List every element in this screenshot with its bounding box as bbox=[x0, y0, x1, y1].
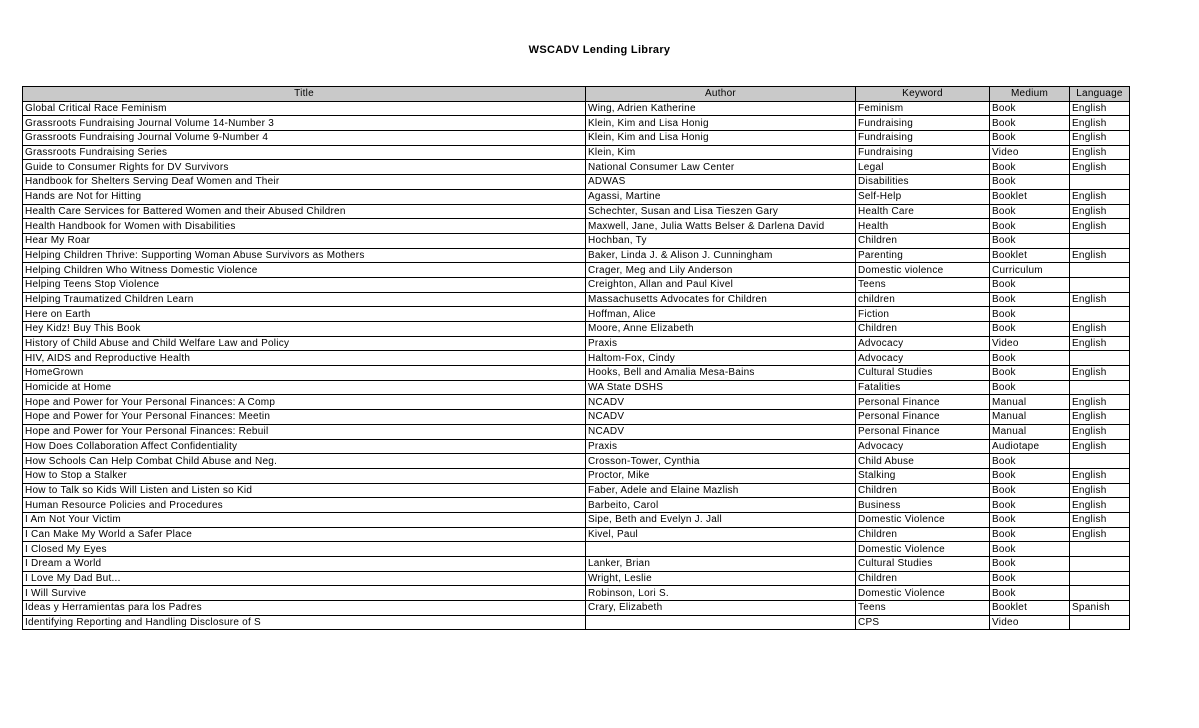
title-cell: Grassroots Fundraising Journal Volume 14-Number 3 bbox=[23, 116, 586, 131]
column-header-language: Language bbox=[1070, 87, 1130, 102]
medium-cell: Booklet bbox=[990, 248, 1070, 263]
language-cell: English bbox=[1070, 483, 1130, 498]
author-cell: WA State DSHS bbox=[586, 380, 856, 395]
table-row bbox=[23, 248, 1130, 263]
author-cell: Baker, Linda J. & Alison J. Cunningham bbox=[586, 248, 856, 263]
keyword-cell: Domestic Violence bbox=[856, 586, 990, 601]
language-cell bbox=[1070, 586, 1130, 601]
author-cell: National Consumer Law Center bbox=[586, 160, 856, 175]
medium-cell: Book bbox=[990, 483, 1070, 498]
title-cell: How to Stop a Stalker bbox=[23, 468, 586, 483]
table-row bbox=[23, 601, 1130, 616]
language-cell: English bbox=[1070, 512, 1130, 527]
author-cell: Praxis bbox=[586, 439, 856, 454]
title-cell: How Schools Can Help Combat Child Abuse and Neg. bbox=[23, 454, 586, 469]
keyword-cell: Children bbox=[856, 571, 990, 586]
language-cell bbox=[1070, 454, 1130, 469]
author-cell: Crager, Meg and Lily Anderson bbox=[586, 263, 856, 278]
language-cell: English bbox=[1070, 145, 1130, 160]
table-row bbox=[23, 160, 1130, 175]
table-row bbox=[23, 366, 1130, 381]
medium-cell: Book bbox=[990, 571, 1070, 586]
medium-cell: Book bbox=[990, 586, 1070, 601]
language-cell: English bbox=[1070, 292, 1130, 307]
title-cell: Identifying Reporting and Handling Disclosure of S bbox=[23, 615, 586, 630]
language-cell bbox=[1070, 263, 1130, 278]
table-row bbox=[23, 263, 1130, 278]
title-cell: I Can Make My World a Safer Place bbox=[23, 527, 586, 542]
author-cell: Faber, Adele and Elaine Mazlish bbox=[586, 483, 856, 498]
table-header-row bbox=[23, 87, 1130, 102]
column-header-medium: Medium bbox=[990, 87, 1070, 102]
title-cell: I Am Not Your Victim bbox=[23, 512, 586, 527]
medium-cell: Manual bbox=[990, 410, 1070, 425]
author-cell: Crary, Elizabeth bbox=[586, 601, 856, 616]
author-cell: Proctor, Mike bbox=[586, 468, 856, 483]
medium-cell: Manual bbox=[990, 395, 1070, 410]
keyword-cell: Cultural Studies bbox=[856, 366, 990, 381]
medium-cell: Booklet bbox=[990, 189, 1070, 204]
language-cell: English bbox=[1070, 424, 1130, 439]
table-row bbox=[23, 292, 1130, 307]
table-row bbox=[23, 586, 1130, 601]
keyword-cell: Health bbox=[856, 219, 990, 234]
author-cell: Lanker, Brian bbox=[586, 557, 856, 572]
keyword-cell: Children bbox=[856, 527, 990, 542]
table-row bbox=[23, 322, 1130, 337]
medium-cell: Book bbox=[990, 233, 1070, 248]
column-header-author: Author bbox=[586, 87, 856, 102]
author-cell: Schechter, Susan and Lisa Tieszen Gary bbox=[586, 204, 856, 219]
title-cell: Ideas y Herramientas para los Padres bbox=[23, 601, 586, 616]
author-cell: Crosson-Tower, Cynthia bbox=[586, 454, 856, 469]
table-row bbox=[23, 512, 1130, 527]
author-cell: Barbeito, Carol bbox=[586, 498, 856, 513]
table-row bbox=[23, 277, 1130, 292]
medium-cell: Book bbox=[990, 116, 1070, 131]
table-row bbox=[23, 219, 1130, 234]
table-row bbox=[23, 233, 1130, 248]
author-cell bbox=[586, 542, 856, 557]
table-row bbox=[23, 380, 1130, 395]
lending-library-table bbox=[22, 86, 1130, 630]
keyword-cell: Teens bbox=[856, 277, 990, 292]
table-row bbox=[23, 395, 1130, 410]
title-cell: Handbook for Shelters Serving Deaf Women and Their bbox=[23, 175, 586, 190]
title-cell: Hey Kidz! Buy This Book bbox=[23, 322, 586, 337]
title-cell: How to Talk so Kids Will Listen and Listen so Kid bbox=[23, 483, 586, 498]
medium-cell: Book bbox=[990, 512, 1070, 527]
title-cell: Human Resource Policies and Procedures bbox=[23, 498, 586, 513]
language-cell bbox=[1070, 380, 1130, 395]
keyword-cell: Disabilities bbox=[856, 175, 990, 190]
author-cell: Agassi, Martine bbox=[586, 189, 856, 204]
keyword-cell: Health Care bbox=[856, 204, 990, 219]
keyword-cell: Children bbox=[856, 233, 990, 248]
title-cell: Helping Children Who Witness Domestic Violence bbox=[23, 263, 586, 278]
medium-cell: Video bbox=[990, 145, 1070, 160]
title-cell: Helping Teens Stop Violence bbox=[23, 277, 586, 292]
table-body bbox=[23, 101, 1130, 630]
language-cell: English bbox=[1070, 439, 1130, 454]
title-cell: Health Handbook for Women with Disabilities bbox=[23, 219, 586, 234]
language-cell: English bbox=[1070, 204, 1130, 219]
table-row bbox=[23, 336, 1130, 351]
medium-cell: Book bbox=[990, 351, 1070, 366]
language-cell: English bbox=[1070, 498, 1130, 513]
page-title: WSCADV Lending Library bbox=[528, 44, 671, 56]
medium-cell: Video bbox=[990, 615, 1070, 630]
author-cell: Robinson, Lori S. bbox=[586, 586, 856, 601]
title-cell: I Closed My Eyes bbox=[23, 542, 586, 557]
medium-cell: Book bbox=[990, 131, 1070, 146]
language-cell: English bbox=[1070, 248, 1130, 263]
keyword-cell: Child Abuse bbox=[856, 454, 990, 469]
language-cell bbox=[1070, 307, 1130, 322]
medium-cell: Book bbox=[990, 498, 1070, 513]
medium-cell: Book bbox=[990, 307, 1070, 322]
table-row bbox=[23, 454, 1130, 469]
title-cell: Hope and Power for Your Personal Finances: Rebuil bbox=[23, 424, 586, 439]
author-cell: NCADV bbox=[586, 424, 856, 439]
title-cell: Hear My Roar bbox=[23, 233, 586, 248]
table-row bbox=[23, 410, 1130, 425]
author-cell bbox=[586, 615, 856, 630]
keyword-cell: Feminism bbox=[856, 101, 990, 116]
title-cell: Hope and Power for Your Personal Finances: Meetin bbox=[23, 410, 586, 425]
keyword-cell: Personal Finance bbox=[856, 395, 990, 410]
language-cell bbox=[1070, 277, 1130, 292]
language-cell bbox=[1070, 615, 1130, 630]
keyword-cell: Fundraising bbox=[856, 116, 990, 131]
keyword-cell: Personal Finance bbox=[856, 410, 990, 425]
language-cell bbox=[1070, 233, 1130, 248]
language-cell: English bbox=[1070, 189, 1130, 204]
author-cell: Creighton, Allan and Paul Kivel bbox=[586, 277, 856, 292]
language-cell: English bbox=[1070, 160, 1130, 175]
title-cell: Grassroots Fundraising Journal Volume 9-Number 4 bbox=[23, 131, 586, 146]
language-cell: English bbox=[1070, 116, 1130, 131]
keyword-cell: Fatalities bbox=[856, 380, 990, 395]
medium-cell: Book bbox=[990, 204, 1070, 219]
title-cell: Helping Traumatized Children Learn bbox=[23, 292, 586, 307]
author-cell: Hochban, Ty bbox=[586, 233, 856, 248]
title-cell: Hands are Not for Hitting bbox=[23, 189, 586, 204]
table-row bbox=[23, 468, 1130, 483]
author-cell: Sipe, Beth and Evelyn J. Jall bbox=[586, 512, 856, 527]
language-cell: English bbox=[1070, 219, 1130, 234]
medium-cell: Book bbox=[990, 380, 1070, 395]
language-cell: English bbox=[1070, 410, 1130, 425]
medium-cell: Book bbox=[990, 366, 1070, 381]
title-cell: Health Care Services for Battered Women and their Abused Children bbox=[23, 204, 586, 219]
keyword-cell: Domestic violence bbox=[856, 263, 990, 278]
medium-cell: Book bbox=[990, 292, 1070, 307]
keyword-cell: Domestic Violence bbox=[856, 512, 990, 527]
medium-cell: Booklet bbox=[990, 601, 1070, 616]
medium-cell: Book bbox=[990, 219, 1070, 234]
title-cell: Helping Children Thrive: Supporting Woman Abuse Survivors as Mothers bbox=[23, 248, 586, 263]
language-cell: English bbox=[1070, 468, 1130, 483]
table-row bbox=[23, 542, 1130, 557]
author-cell: Hoffman, Alice bbox=[586, 307, 856, 322]
keyword-cell: Advocacy bbox=[856, 336, 990, 351]
medium-cell: Video bbox=[990, 336, 1070, 351]
language-cell: English bbox=[1070, 322, 1130, 337]
language-cell: English bbox=[1070, 101, 1130, 116]
language-cell bbox=[1070, 557, 1130, 572]
table-row bbox=[23, 131, 1130, 146]
title-cell: Here on Earth bbox=[23, 307, 586, 322]
author-cell: Massachusetts Advocates for Children bbox=[586, 292, 856, 307]
language-cell: English bbox=[1070, 131, 1130, 146]
medium-cell: Book bbox=[990, 322, 1070, 337]
keyword-cell: Business bbox=[856, 498, 990, 513]
author-cell: NCADV bbox=[586, 410, 856, 425]
author-cell: Kivel, Paul bbox=[586, 527, 856, 542]
table-row bbox=[23, 175, 1130, 190]
medium-cell: Book bbox=[990, 527, 1070, 542]
title-cell: I Dream a World bbox=[23, 557, 586, 572]
keyword-cell: Legal bbox=[856, 160, 990, 175]
keyword-cell: Self-Help bbox=[856, 189, 990, 204]
table-row bbox=[23, 351, 1130, 366]
table-row bbox=[23, 571, 1130, 586]
table-row bbox=[23, 307, 1130, 322]
table-row bbox=[23, 189, 1130, 204]
table-row bbox=[23, 557, 1130, 572]
author-cell: ADWAS bbox=[586, 175, 856, 190]
language-cell bbox=[1070, 542, 1130, 557]
author-cell: Wing, Adrien Katherine bbox=[586, 101, 856, 116]
author-cell: NCADV bbox=[586, 395, 856, 410]
keyword-cell: Children bbox=[856, 322, 990, 337]
medium-cell: Book bbox=[990, 101, 1070, 116]
title-cell: I Love My Dad But... bbox=[23, 571, 586, 586]
language-cell: English bbox=[1070, 366, 1130, 381]
title-cell: Guide to Consumer Rights for DV Survivors bbox=[23, 160, 586, 175]
title-cell: Hope and Power for Your Personal Finances: A Comp bbox=[23, 395, 586, 410]
column-header-title: Title bbox=[23, 87, 586, 102]
language-cell: Spanish bbox=[1070, 601, 1130, 616]
author-cell: Klein, Kim bbox=[586, 145, 856, 160]
medium-cell: Curriculum bbox=[990, 263, 1070, 278]
keyword-cell: Fiction bbox=[856, 307, 990, 322]
keyword-cell: Children bbox=[856, 483, 990, 498]
author-cell: Haltom-Fox, Cindy bbox=[586, 351, 856, 366]
medium-cell: Audiotape bbox=[990, 439, 1070, 454]
keyword-cell: Stalking bbox=[856, 468, 990, 483]
author-cell: Maxwell, Jane, Julia Watts Belser & Darlena David bbox=[586, 219, 856, 234]
author-cell: Klein, Kim and Lisa Honig bbox=[586, 116, 856, 131]
table-row bbox=[23, 424, 1130, 439]
title-cell: HIV, AIDS and Reproductive Health bbox=[23, 351, 586, 366]
medium-cell: Book bbox=[990, 542, 1070, 557]
title-cell: History of Child Abuse and Child Welfare Law and Policy bbox=[23, 336, 586, 351]
table-row bbox=[23, 101, 1130, 116]
author-cell: Klein, Kim and Lisa Honig bbox=[586, 131, 856, 146]
title-cell: HomeGrown bbox=[23, 366, 586, 381]
table-row bbox=[23, 483, 1130, 498]
language-cell: English bbox=[1070, 336, 1130, 351]
language-cell bbox=[1070, 175, 1130, 190]
keyword-cell: CPS bbox=[856, 615, 990, 630]
language-cell: English bbox=[1070, 395, 1130, 410]
keyword-cell: Advocacy bbox=[856, 351, 990, 366]
keyword-cell: Cultural Studies bbox=[856, 557, 990, 572]
medium-cell: Book bbox=[990, 557, 1070, 572]
column-header-keyword: Keyword bbox=[856, 87, 990, 102]
title-cell: Homicide at Home bbox=[23, 380, 586, 395]
medium-cell: Book bbox=[990, 175, 1070, 190]
author-cell: Praxis bbox=[586, 336, 856, 351]
author-cell: Wright, Leslie bbox=[586, 571, 856, 586]
author-cell: Hooks, Bell and Amalia Mesa-Bains bbox=[586, 366, 856, 381]
keyword-cell: Fundraising bbox=[856, 145, 990, 160]
keyword-cell: Personal Finance bbox=[856, 424, 990, 439]
medium-cell: Book bbox=[990, 160, 1070, 175]
keyword-cell: Teens bbox=[856, 601, 990, 616]
table-row bbox=[23, 527, 1130, 542]
title-cell: How Does Collaboration Affect Confidentiality bbox=[23, 439, 586, 454]
keyword-cell: Advocacy bbox=[856, 439, 990, 454]
table-row bbox=[23, 145, 1130, 160]
medium-cell: Book bbox=[990, 468, 1070, 483]
title-cell: Grassroots Fundraising Series bbox=[23, 145, 586, 160]
language-cell: English bbox=[1070, 527, 1130, 542]
language-cell bbox=[1070, 571, 1130, 586]
title-cell: Global Critical Race Feminism bbox=[23, 101, 586, 116]
medium-cell: Book bbox=[990, 454, 1070, 469]
table-row bbox=[23, 498, 1130, 513]
table-row bbox=[23, 439, 1130, 454]
table-row bbox=[23, 615, 1130, 630]
table-row bbox=[23, 204, 1130, 219]
keyword-cell: Fundraising bbox=[856, 131, 990, 146]
language-cell bbox=[1070, 351, 1130, 366]
keyword-cell: Parenting bbox=[856, 248, 990, 263]
author-cell: Moore, Anne Elizabeth bbox=[586, 322, 856, 337]
title-cell: I Will Survive bbox=[23, 586, 586, 601]
medium-cell: Manual bbox=[990, 424, 1070, 439]
table-row bbox=[23, 116, 1130, 131]
keyword-cell: Domestic Violence bbox=[856, 542, 990, 557]
medium-cell: Book bbox=[990, 277, 1070, 292]
keyword-cell: children bbox=[856, 292, 990, 307]
